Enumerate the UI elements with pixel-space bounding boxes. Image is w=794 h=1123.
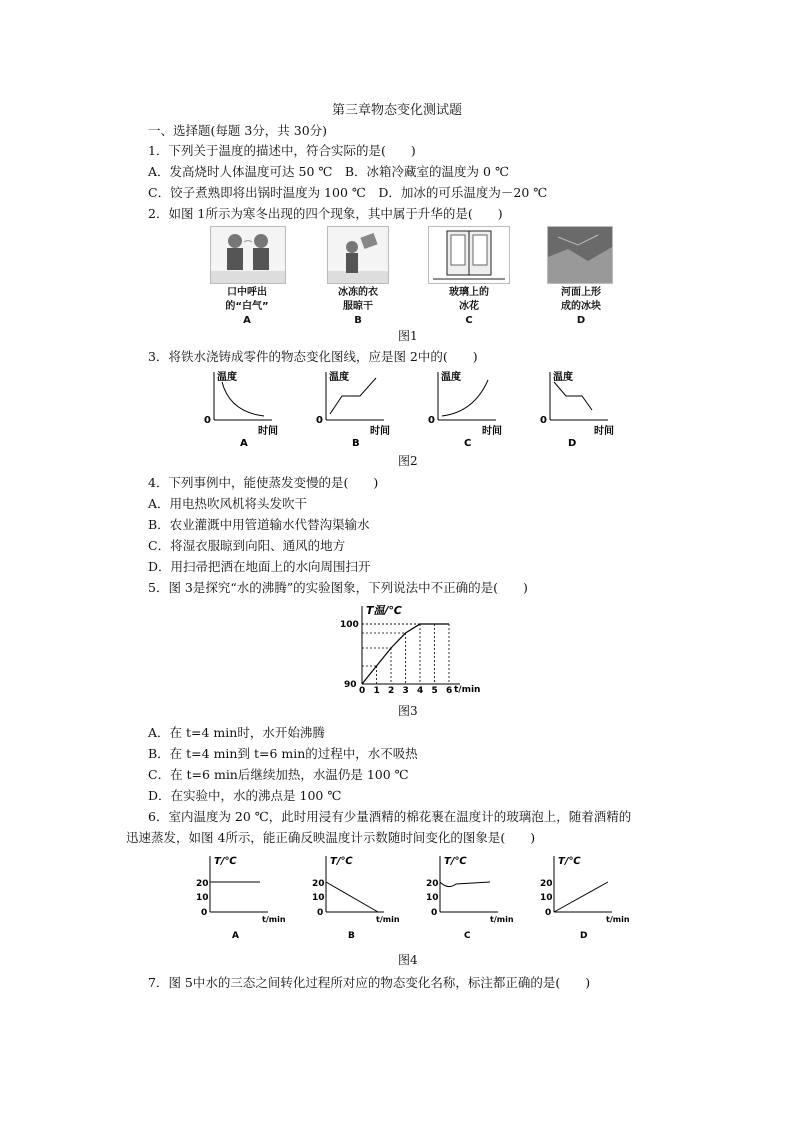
fig3-xtick-3: 3 — [402, 686, 409, 696]
q7-stem: 7．图 5中水的三态之间转化过程所对应的物态变化名称，标注都正确的是( ) — [148, 975, 591, 990]
fig4-b-ylabel: T/℃ — [330, 856, 353, 867]
fig4-a-ytick-10: 10 — [196, 893, 209, 903]
fig4-b-ytick-0: 0 — [317, 908, 324, 918]
q5-option-c: C．在 t=6 min后继续加热，水温仍是 100 ℃ — [148, 767, 409, 782]
q4-stem: 4．下列事例中，能使蒸发变慢的是( ) — [148, 475, 379, 490]
fig1-caption: 图1 — [398, 329, 418, 343]
fig1-label-a-letter: A — [243, 315, 251, 326]
fig4-a-letter: A — [232, 931, 239, 941]
fig1-label-c-line1: 玻璃上的 — [449, 287, 489, 298]
person-clothes-icon — [328, 227, 388, 283]
q5-option-b: B．在 t=4 min到 t=6 min的过程中，水不吸热 — [148, 746, 418, 761]
fig4-a-ytick-20: 20 — [196, 879, 209, 889]
fig1-label-c-letter: C — [465, 315, 473, 326]
fig3-xlabel: t/min — [454, 685, 481, 695]
fig4-d-xlabel: t/min — [606, 915, 630, 924]
fig2-caption: 图2 — [398, 454, 418, 468]
fig2-c-xlabel: 时间 — [482, 426, 502, 437]
river-ice-icon — [548, 227, 612, 283]
fig2-b-origin: 0 — [316, 415, 323, 426]
fig1-label-d-line1: 河面上形 — [561, 287, 601, 298]
q5-option-a: A．在 t=4 min时，水开始沸腾 — [148, 725, 325, 740]
fig4-c-ytick-0: 0 — [431, 908, 438, 918]
fig4-c-letter: C — [464, 931, 471, 941]
people-breathing-icon — [211, 227, 285, 283]
fig3-xtick-6: 6 — [446, 686, 453, 696]
page-title: 第三章物态变化测试题 — [331, 103, 462, 118]
fig3-boiling-chart — [336, 600, 486, 696]
fig2-graph-d — [536, 366, 626, 450]
fig4-graph-a — [188, 850, 288, 942]
fig3-xtick-5: 5 — [431, 686, 438, 696]
fig4-d-ytick-20: 20 — [540, 879, 553, 889]
q6-stem-line1: 6．室内温度为 20 ℃，此时用浸有少量酒精的棉花裹在温度计的玻璃泡上，随着酒精的 — [148, 809, 632, 824]
fig2-d-ylabel: 温度 — [553, 372, 573, 383]
fig1-label-a-line1: 口中呼出 — [227, 287, 267, 298]
q5-option-d: D．在实验中，水的沸点是 100 ℃ — [148, 788, 342, 803]
fig2-a-letter: A — [240, 438, 248, 449]
fig4-graph-c — [418, 850, 518, 942]
fig4-d-ytick-10: 10 — [540, 893, 553, 903]
fig4-d-ytick-0: 0 — [545, 908, 552, 918]
fig4-b-letter: B — [348, 931, 355, 941]
section-heading: 一、选择题(每题 3分，共 30分) — [148, 123, 328, 138]
fig2-curve-c — [442, 380, 488, 416]
fig4-d-ylabel: T/℃ — [558, 856, 581, 867]
window-frost-icon — [429, 227, 509, 283]
fig2-graph-a — [200, 366, 290, 450]
q4-option-a: A．用电热吹风机将头发吹干 — [148, 496, 308, 511]
q1-options-line1: A．发高烧时人体温度可达 50 ℃ B．冰箱冷藏室的温度为 0 ℃ — [148, 164, 509, 179]
fig3-caption: 图3 — [398, 704, 418, 718]
fig1-label-a-line2: 的“白气” — [225, 301, 269, 312]
fig2-graph-c — [424, 366, 514, 450]
fig2-c-origin: 0 — [428, 415, 435, 426]
fig1-label-c-line2: 冰花 — [459, 301, 479, 312]
fig3-xtick-4: 4 — [417, 686, 424, 696]
fig2-curve-d — [554, 382, 592, 410]
fig4-a-ylabel: T/℃ — [214, 856, 237, 867]
fig4-curve-d — [554, 882, 608, 912]
fig1-label-d-line2: 成的冰块 — [561, 301, 601, 312]
fig1-label-b-line2: 服晾干 — [343, 301, 373, 312]
fig2-a-ylabel: 温度 — [217, 372, 237, 383]
fig4-c-xlabel: t/min — [490, 915, 514, 924]
fig1-picture-river-ice — [547, 226, 613, 284]
fig4-a-xlabel: t/min — [262, 915, 286, 924]
fig1-picture-window — [428, 226, 510, 284]
fig1-label-d-letter: D — [576, 315, 586, 326]
fig4-curve-b — [326, 882, 378, 912]
fig1-picture-clothes — [327, 226, 389, 284]
fig4-c-ytick-10: 10 — [426, 893, 439, 903]
fig2-d-xlabel: 时间 — [594, 426, 614, 437]
fig1-label-b-line1: 冰冻的衣 — [338, 287, 378, 298]
fig4-a-ytick-0: 0 — [201, 908, 208, 918]
fig4-curve-c — [440, 882, 490, 887]
fig3-ytick-100: 100 — [340, 620, 359, 630]
fig4-b-ytick-20: 20 — [312, 879, 325, 889]
fig3-xtick-1: 1 — [373, 686, 380, 696]
fig4-c-ytick-20: 20 — [426, 879, 439, 889]
fig2-b-letter: B — [352, 438, 360, 449]
q3-stem: 3．将铁水浇铸成零件的物态变化图线，应是图 2中的( ) — [148, 349, 478, 364]
fig1-picture-breath — [210, 226, 286, 284]
fig2-a-xlabel: 时间 — [258, 426, 278, 437]
fig2-d-letter: D — [568, 438, 577, 449]
q1-options-line2: C．饺子煮熟即将出锅时温度为 100 ℃ D．加冰的可乐温度为－20 ℃ — [148, 185, 548, 200]
fig4-caption: 图4 — [398, 953, 418, 967]
fig2-a-origin: 0 — [204, 415, 211, 426]
fig4-graph-d — [532, 850, 632, 942]
q4-option-b: B．农业灌溉中用管道输水代替沟渠输水 — [148, 517, 370, 532]
fig2-graph-b — [312, 366, 402, 450]
fig4-d-letter: D — [580, 931, 588, 941]
fig3-ytick-90: 90 — [344, 680, 357, 690]
q2-stem: 2．如图 1所示为寒冬出现的四个现象，其中属于升华的是( ) — [148, 206, 503, 221]
fig1-label-b-letter: B — [354, 315, 362, 326]
fig2-b-xlabel: 时间 — [370, 426, 390, 437]
fig2-c-letter: C — [464, 438, 472, 449]
fig2-curve-b — [330, 378, 376, 414]
fig2-curve-a — [222, 382, 264, 416]
q4-option-d: D．用扫帚把洒在地面上的水向周围扫开 — [148, 559, 371, 574]
q1-stem: 1．下列关于温度的描述中，符合实际的是( ) — [148, 143, 416, 158]
fig3-xtick-0: 0 — [359, 686, 366, 696]
fig4-graph-b — [304, 850, 404, 942]
fig2-b-ylabel: 温度 — [329, 372, 349, 383]
q6-stem-line2: 迅速蒸发，如图 4所示，能正确反映温度计示数随时间变化的图象是( ) — [126, 830, 536, 845]
fig3-ylabel: T温/℃ — [366, 604, 402, 617]
fig4-b-ytick-10: 10 — [312, 893, 325, 903]
fig3-xtick-2: 2 — [388, 686, 395, 696]
fig4-c-ylabel: T/℃ — [444, 856, 467, 867]
fig2-d-origin: 0 — [540, 415, 547, 426]
fig4-b-xlabel: t/min — [376, 915, 400, 924]
q4-option-c: C．将湿衣服晾到向阳、通风的地方 — [148, 538, 346, 553]
fig2-c-ylabel: 温度 — [441, 372, 461, 383]
q5-stem: 5．图 3是探究“水的沸腾”的实验图象，下列说法中不正确的是( ) — [148, 580, 528, 595]
